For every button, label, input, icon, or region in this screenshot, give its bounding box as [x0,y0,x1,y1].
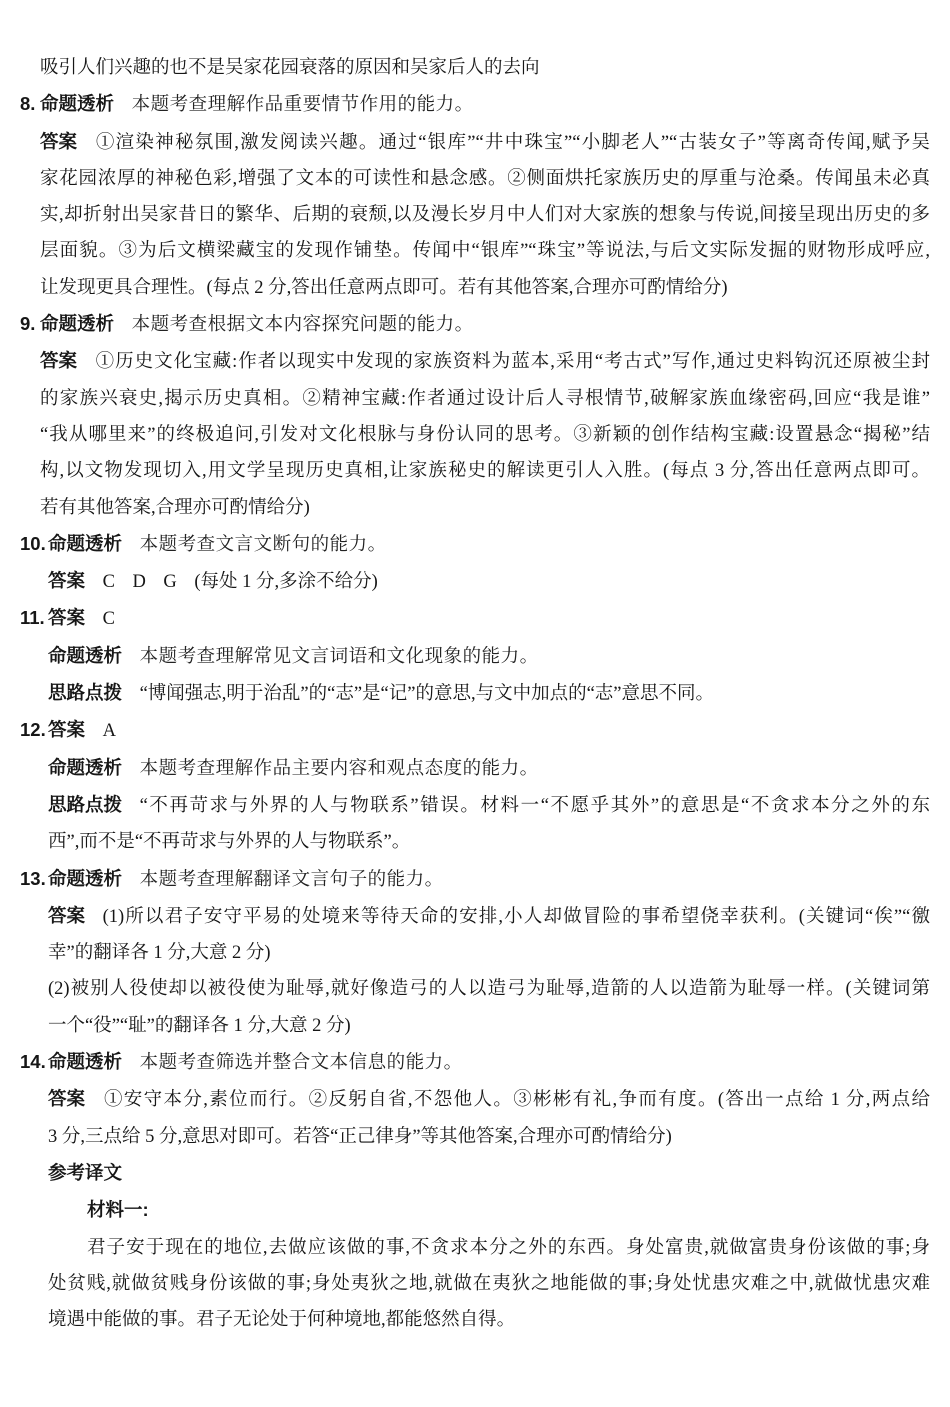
q8-analysis-line [0,86,930,123]
q8-answer-text: 家花园浓厚的神秘色彩,增强了文本的可读性和悬念感。②侧面烘托家族历史的厚重与沧桑。传闻虽未必真 [40,168,930,189]
q14-number: 14. [20,1051,46,1073]
q9-answer-text: 的家族兴衰史,揭示历史真相。②精神宝藏:作者通过设计后人寻根情节,破解家族血缘密码,回应“我是谁” [40,388,930,409]
q12-number: 12. [20,719,46,741]
question-8 [0,86,930,306]
q13-analysis-label: 命题透析 [48,867,123,889]
material-label: 材料一: [87,1199,149,1221]
q9-answer-line [0,343,930,380]
q9-answer-text: 构,以文物发现切入,用文学呈现历史真相,让家族秘史的解读更引人入胜。(每点 3 分,答出任意两点即可。 [40,461,930,482]
material-label-line [0,1192,930,1229]
q12-analysis-label: 命题透析 [48,756,123,778]
q14-answer-text: ①安守本分,素位而行。②反躬自省,不怨他人。③彬彬有礼,争而有度。(答出一点给 1 分,两点给 [102,1090,930,1111]
q13-analysis-text: 本题考查理解翻译文言句子的能力。 [139,869,444,890]
q13-answer-text: (2)被别人役使却以被役使为耻辱,就好像造弓的人以造弓为耻辱,造箭的人以造箭为耻辱一样。(关键词第 [48,979,930,1000]
q8-answer-text: 实,却折射出吴家昔日的繁华、后期的衰颓,以及漫长岁月中人们对大家族的想象与传说,间接呈现出历史的多 [40,205,930,226]
translation-text: 处贫贱,就做贫贱身份该做的事;身处夷狄之地,就做在夷狄之地能做的事;身处忧患灾难之中,就做忧患灾难 [48,1273,930,1294]
q8-answer-label: 答案 [40,130,78,152]
q13-answer-text: 一个“役”“耻”的翻译各 1 分,大意 2 分) [48,1015,351,1036]
q13-number: 13. [20,867,46,889]
q10-answer-option: C [102,572,115,593]
question-13 [0,861,930,1044]
question-9 [0,306,930,526]
q10-analysis-label: 命题透析 [48,532,123,554]
question-10 [0,526,930,601]
q10-answer-label: 答案 [48,570,86,592]
q8-number: 8. [20,93,36,115]
question-12 [0,712,930,860]
q10-analysis-text: 本题考查文言文断句的能力。 [139,534,387,555]
q13-analysis-line [0,861,930,898]
q7-answer-tail: 吸引人们兴趣的也不是吴家花园衰落的原因和吴家后人的去向 [40,58,540,78]
q10-answer-note: (每处 1 分,多涂不给分) [194,572,378,593]
q11-answer-value: C [102,609,115,630]
q9-answer-label: 答案 [40,350,78,372]
q9-answer-text: 若有其他答案,合理亦可酌情给分) [40,497,310,518]
question-14 [0,1044,930,1338]
translation-text: 君子安于现在的地位,去做应该做的事,不贪求本分之外的东西。身处富贵,就做富贵身份该做的事;身 [87,1237,930,1258]
q11-analysis-label: 命题透析 [48,644,123,666]
q8-answer-text: 层面貌。③为后文横梁藏宝的发现作铺垫。传闻中“银库”“珠宝”等说法,与后文实际发掘的财物形成呼应, [40,241,930,262]
q8-answer-line [0,124,930,161]
q13-answer-line [0,898,930,935]
translation-text: 境遇中能做的事。君子无论处于何种境地,都能悠然自得。 [48,1310,516,1331]
q12-answer-value: A [102,721,116,742]
q13-answer-label: 答案 [48,904,86,926]
q8-analysis-label: 命题透析 [40,93,115,115]
q11-answer-line [0,600,930,637]
q11-hint-text: “博闻强志,明于治乱”的“志”是“记”的意思,与文中加点的“志”意思不同。 [139,684,715,705]
translation-heading-line [0,1155,930,1192]
q9-answer-text: ①历史文化宝藏:作者以现实中发现的家族资料为蓝本,采用“考古式”写作,通过史料钩沉还原被尘封 [94,352,930,373]
q12-answer-label: 答案 [48,719,86,741]
translation-heading: 参考译文 [48,1161,123,1183]
q8-answer-text: ①渲染神秘氛围,激发阅读兴趣。通过“银库”“井中珠宝”“小脚老人”“古装女子”等离奇传闻,赋予吴 [94,132,930,153]
q12-analysis-line [0,750,930,787]
q8-analysis-text: 本题考查理解作品重要情节作用的能力。 [131,95,474,116]
q11-hint-label: 思路点拨 [48,682,123,704]
q8-answer-text: 让发现更具合理性。(每点 2 分,答出任意两点即可。若有其他答案,合理亦可酌情给分) [40,277,728,298]
q13-answer-text: 幸”的翻译各 1 分,大意 2 分) [48,943,271,964]
q11-answer-label: 答案 [48,607,86,629]
q10-number: 10. [20,532,46,554]
q10-answer-option: G [163,572,177,593]
q10-answer-line [0,563,930,600]
q14-analysis-text: 本题考查筛选并整合文本信息的能力。 [139,1053,463,1074]
q14-analysis-label: 命题透析 [48,1051,123,1073]
q10-analysis-line [0,526,930,563]
q12-hint-line [0,787,930,824]
q9-number: 9. [20,313,36,335]
q12-hint-label: 思路点拨 [48,793,123,815]
page-content [0,50,930,1338]
q14-answer-text: 3 分,三点给 5 分,意思对即可。若答“正己律身”等其他答案,合理亦可酌情给分) [48,1126,672,1147]
q12-answer-line [0,712,930,749]
q14-analysis-line [0,1044,930,1081]
q13-answer-text: (1)所以君子安守平易的处境来等待天命的安排,小人却做冒险的事希望侥幸获利。(关键词“俟”“徼 [102,906,930,927]
q9-analysis-label: 命题透析 [40,313,115,335]
q11-hint-line [0,675,930,712]
q14-answer-line [0,1081,930,1118]
q12-analysis-text: 本题考查理解作品主要内容和观点态度的能力。 [139,758,539,779]
q10-answer-option: D [132,572,146,593]
q11-analysis-line [0,638,930,675]
q14-answer-label: 答案 [48,1088,86,1110]
q12-hint-text: 西”,而不是“不再苛求与外界的人与物联系”。 [48,832,411,853]
q11-number: 11. [20,607,45,629]
q11-analysis-text: 本题考查理解常见文言词语和文化现象的能力。 [139,646,539,667]
q9-answer-text: “我从哪里来”的终极追问,引发对文化根脉与身份认同的思考。③新颖的创作结构宝藏:设置悬念“揭秘”结 [40,424,930,445]
q9-analysis-line [0,306,930,343]
q12-hint-text: “不再苛求与外界的人与物联系”错误。材料一“不愿乎其外”的意思是“不贪求本分之外的东 [139,795,930,816]
q9-analysis-text: 本题考查根据文本内容探究问题的能力。 [131,315,474,336]
question-11 [0,600,930,712]
